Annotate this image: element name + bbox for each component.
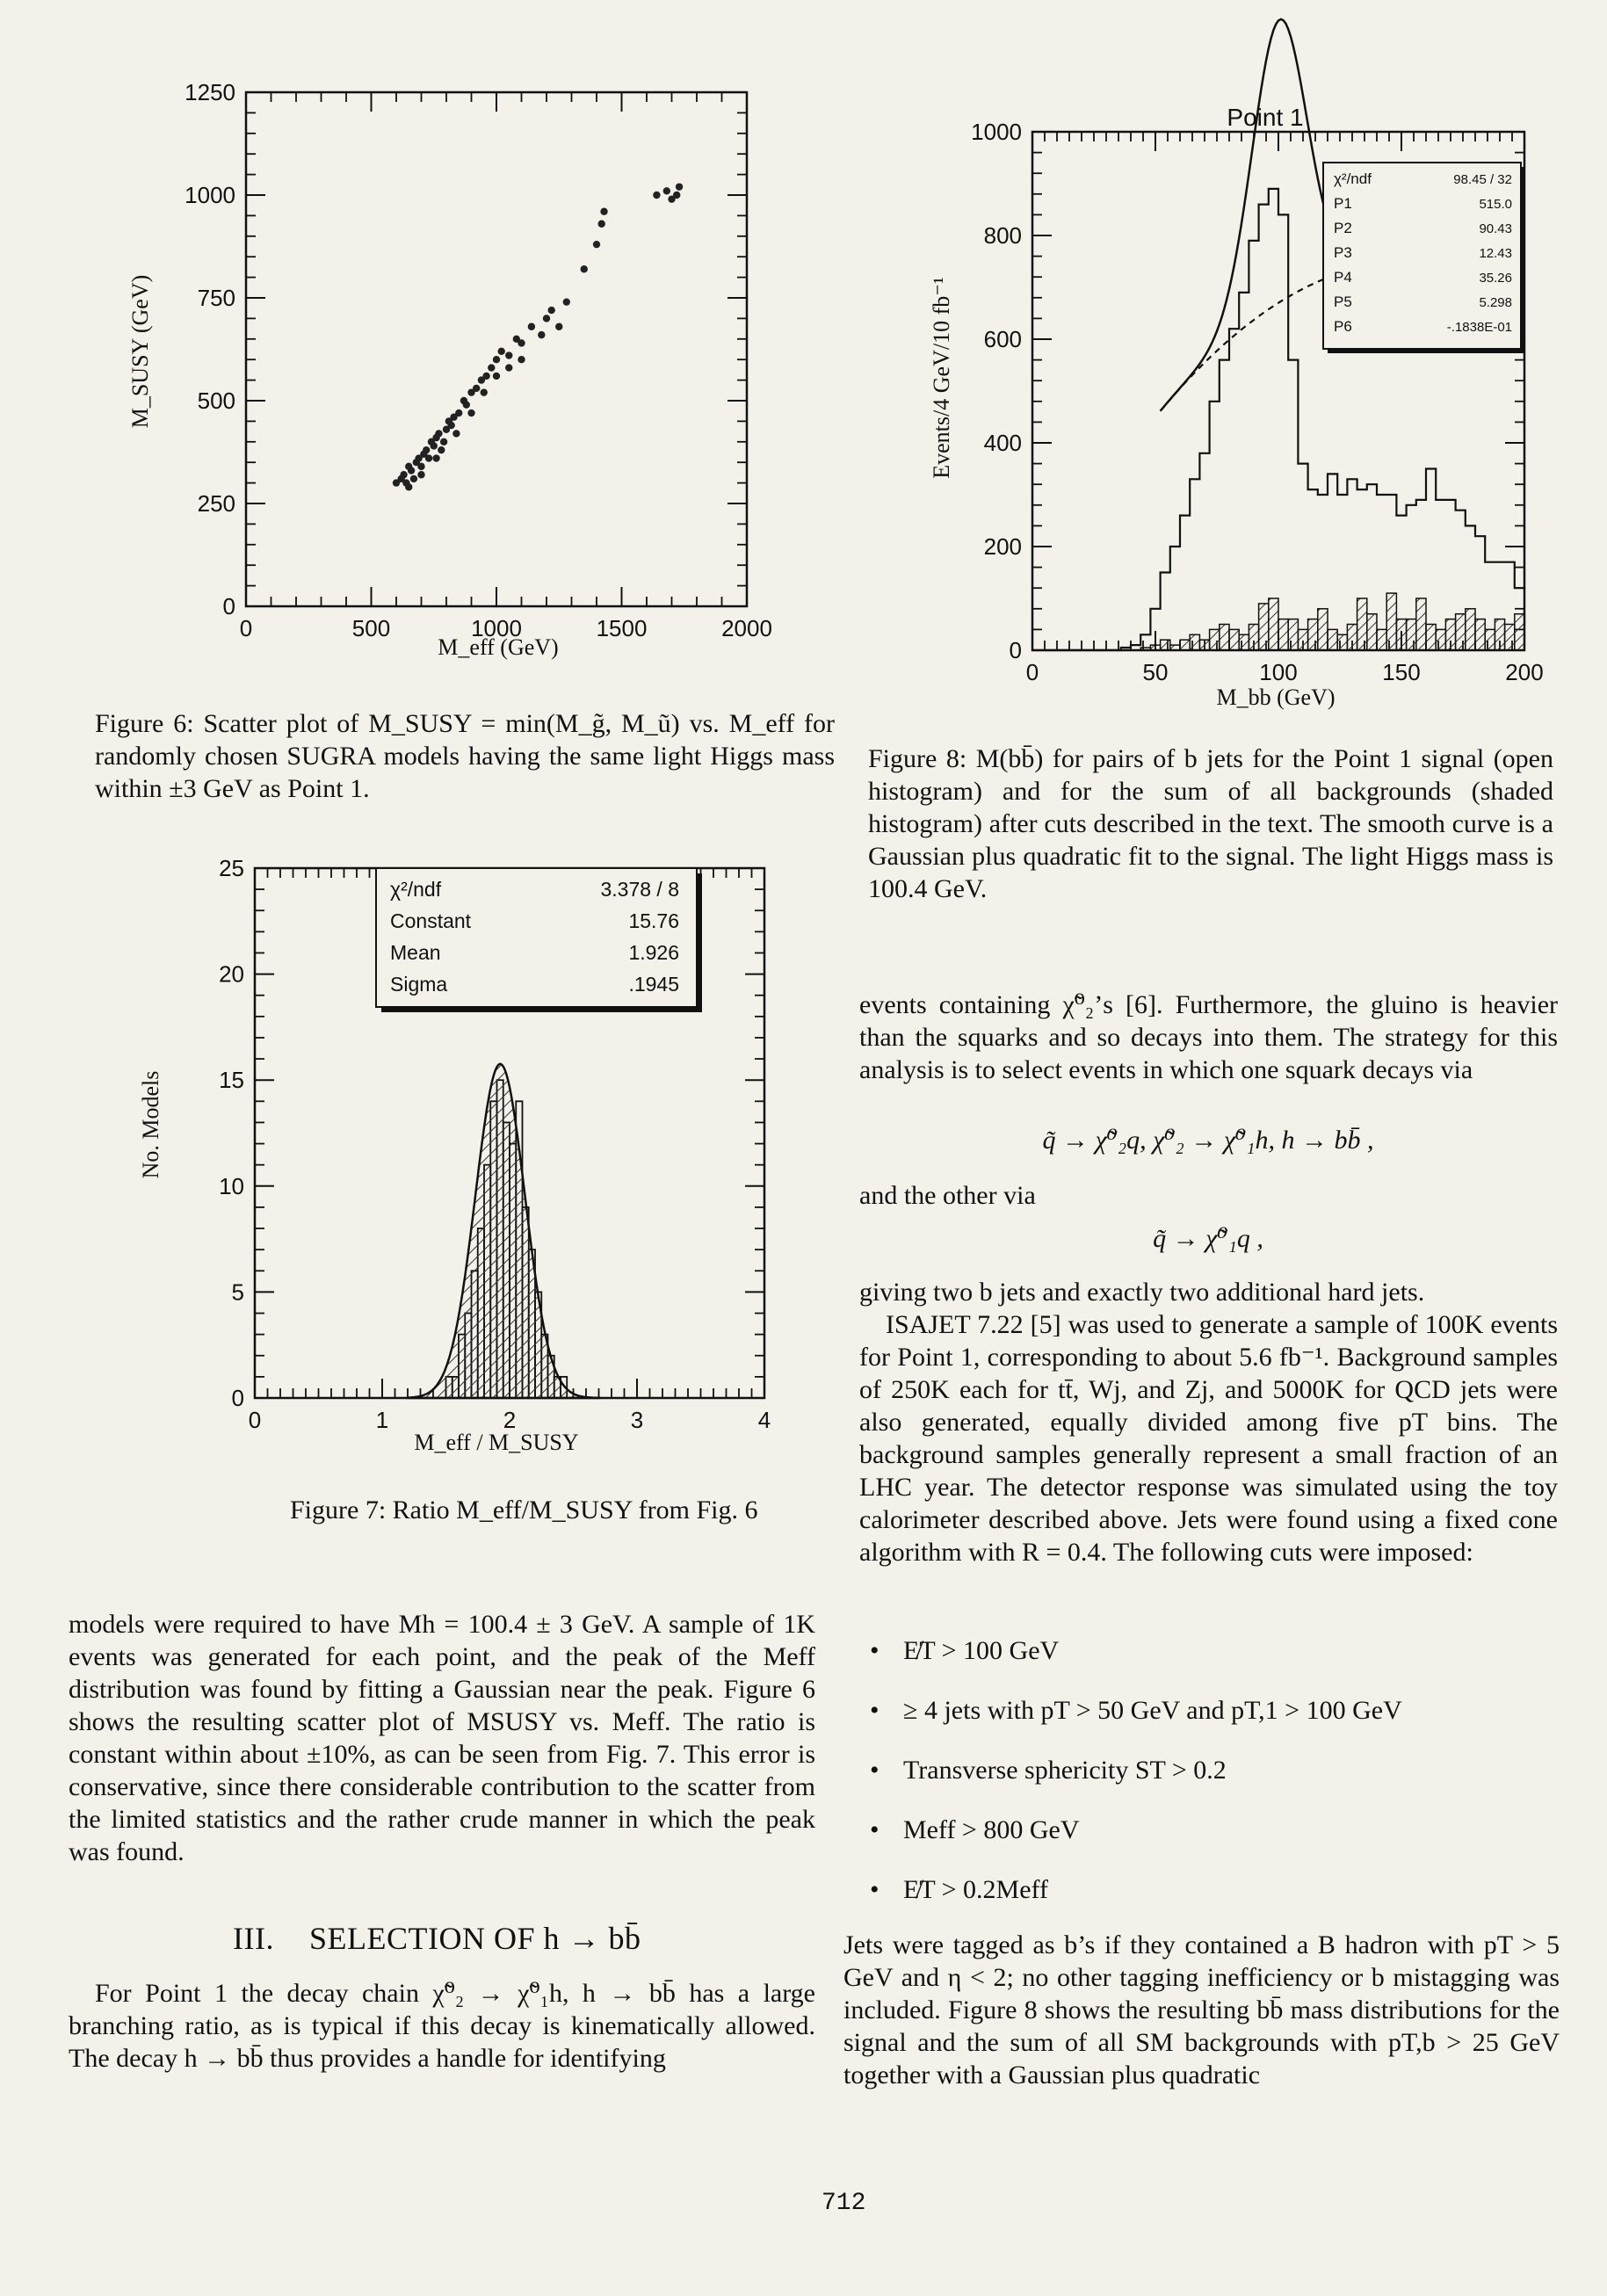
scatter-point xyxy=(518,339,525,346)
stats-label: P4 xyxy=(1334,269,1352,286)
y-tick-label: 400 xyxy=(983,430,1022,456)
x-tick-label: 0 xyxy=(248,1407,262,1433)
scatter-point xyxy=(438,446,445,453)
figure-8-caption: Figure 8: M(bb̄) for pairs of b jets for the Point 1 signal (open histogram) and for the sum of all backgrounds (shaded histogram) after cuts described in the text. The smooth curve is a Gaussian plus quadratic fit to the signal. The light Higgs mass is 100.4 GeV. xyxy=(868,744,1553,903)
scatter-point xyxy=(673,192,680,199)
scatter-point xyxy=(663,187,670,194)
y-tick-label: 1000 xyxy=(185,182,235,208)
scatter-point xyxy=(425,454,432,461)
scatter-point xyxy=(431,442,438,449)
cut-item: • E̸T > 100 GeV xyxy=(870,1634,1555,1667)
background-bin xyxy=(1347,625,1357,651)
x-tick-label: 500 xyxy=(351,615,391,641)
background-bin xyxy=(1161,640,1170,650)
figure-6-xlabel: M_eff (GeV) xyxy=(438,634,559,660)
background-bin xyxy=(1278,619,1288,650)
scatter-point xyxy=(543,315,550,322)
background-bin xyxy=(1505,625,1515,651)
background-bin xyxy=(1318,609,1328,650)
stats-value: .1945 xyxy=(628,973,679,996)
scatter-point xyxy=(593,241,600,248)
y-tick-label: 1000 xyxy=(971,119,1022,145)
background-bin xyxy=(1386,593,1396,650)
background-bin xyxy=(1199,640,1209,650)
stats-label: Mean xyxy=(390,941,441,964)
figure-6-caption: Figure 6: Scatter plot of M_SUSY = min(M_g̃, M_ũ) vs. M_eff for randomly chosen SUGRA models having the same light Higgs mass within ±3 GeV as Point 1. xyxy=(95,709,835,803)
figure-7-caption: Figure 7: Ratio M_eff/M_SUSY from Fig. 6 xyxy=(290,1496,758,1525)
x-tick-label: 3 xyxy=(630,1407,644,1433)
background-bin xyxy=(1239,634,1249,650)
stats-label: P2 xyxy=(1334,220,1352,236)
plot-frame xyxy=(246,92,747,606)
background-bin xyxy=(1220,625,1229,651)
background-bin xyxy=(1298,629,1307,650)
cut-item: • Meff > 800 GeV xyxy=(870,1814,1555,1846)
background-bin xyxy=(1495,619,1504,650)
y-tick-label: 200 xyxy=(983,533,1022,560)
stats-value: 15.76 xyxy=(628,909,679,932)
y-tick-label: 750 xyxy=(197,285,235,311)
background-bin xyxy=(1416,598,1426,650)
background-bin xyxy=(1515,614,1524,650)
y-tick-label: 0 xyxy=(222,593,235,619)
background-bin xyxy=(1269,598,1278,650)
scatter-point xyxy=(555,323,562,330)
x-tick-label: 150 xyxy=(1382,659,1421,685)
stats-label: P6 xyxy=(1334,318,1352,335)
scatter-point xyxy=(481,388,488,395)
cut-item: • ≥ 4 jets with pT > 50 GeV and pT,1 > 100 GeV xyxy=(870,1694,1555,1727)
background-bin xyxy=(1249,625,1258,651)
stats-value: 90.43 xyxy=(1479,221,1512,236)
y-tick-label: 20 xyxy=(219,960,244,988)
background-bin xyxy=(1466,609,1475,650)
y-tick-label: 250 xyxy=(197,490,235,517)
scatter-point xyxy=(405,483,412,490)
paragraph-models-required: models were required to have Mh = 100.4 ± 3 GeV. A sample of 1K events was generated for each point, and the peak of the Meff distribution was found by fitting a Gaussian near the peak. Figure 6 shows the resulting scatter plot of MSUSY vs. Meff. The ratio is constant within about ±10%, as can be seen from Fig. 7. This error is conservative, since there considerable contribution to the scatter from the limited statistics and the rather crude manner in which the peak was found. xyxy=(69,1610,815,1866)
scatter-point xyxy=(440,438,447,445)
background-bin xyxy=(1456,614,1466,650)
scatter-point xyxy=(548,307,555,314)
stats-label: χ²/ndf xyxy=(390,878,442,901)
scatter-point xyxy=(417,463,424,470)
scatter-point xyxy=(505,364,512,371)
background-bin xyxy=(1308,619,1318,650)
scatter-point xyxy=(676,183,683,190)
stats-label: Constant xyxy=(390,909,472,932)
background-bin xyxy=(1190,634,1199,650)
background-bin xyxy=(1426,625,1436,651)
background-bin xyxy=(1288,619,1298,650)
background-bin xyxy=(1170,645,1180,650)
stats-value: 35.26 xyxy=(1479,271,1512,286)
stats-value: 5.298 xyxy=(1479,295,1512,310)
scatter-point xyxy=(482,373,489,380)
background-bin xyxy=(1180,640,1190,650)
y-tick-label: 5 xyxy=(231,1278,244,1306)
figure-7-xlabel: M_eff / M_SUSY xyxy=(414,1430,579,1455)
scatter-point xyxy=(448,422,455,429)
background-bin xyxy=(1328,629,1337,650)
text-giving: giving two b jets and exactly two additional hard jets. xyxy=(859,1278,1425,1307)
stats-value: 1.926 xyxy=(628,941,679,964)
figure-6-scatter-plot xyxy=(127,79,782,677)
scatter-point xyxy=(563,298,570,305)
scatter-point xyxy=(417,471,424,478)
x-tick-label: 2000 xyxy=(721,615,772,641)
scatter-point xyxy=(488,364,495,371)
background-bin xyxy=(1140,648,1150,650)
background-bin xyxy=(1436,629,1445,650)
paragraph-events-containing: events containing χ̃⁰₂’s [6]. Furthermore, the gluino is heavier than the squarks and so decays into them. The strategy for this analysis is to select events in which one squark decays via xyxy=(859,990,1558,1084)
scatter-point xyxy=(538,331,545,338)
scatter-point xyxy=(463,401,470,408)
scatter-point xyxy=(600,208,607,215)
figure-8-ylabel: Events/4 GeV/10 fb⁻¹ xyxy=(929,277,954,479)
background-bin xyxy=(1367,614,1377,650)
stats-value: 12.43 xyxy=(1479,246,1512,261)
stats-value: -.1838E-01 xyxy=(1446,320,1512,335)
stats-label: P1 xyxy=(1334,195,1352,212)
scatter-point xyxy=(452,430,460,437)
scatter-point xyxy=(435,430,442,437)
stats-value: 515.0 xyxy=(1479,197,1512,212)
scatter-point xyxy=(598,221,605,228)
y-tick-label: 800 xyxy=(983,222,1022,249)
stats-value: 3.378 / 8 xyxy=(600,878,679,901)
figure-7-histogram xyxy=(138,844,782,1476)
equation-squark-decay-1: q̃ → χ̃⁰₂q, χ̃⁰₂ → χ̃⁰₁h, h → bb̄ , xyxy=(1042,1126,1374,1155)
background-bin xyxy=(1357,598,1367,650)
figure-8-title: Point 1 xyxy=(1227,104,1304,131)
scatter-point xyxy=(493,356,500,363)
scatter-point xyxy=(408,467,415,474)
y-tick-label: 600 xyxy=(983,326,1022,352)
cuts-list xyxy=(870,1634,1555,1933)
figure-8-xlabel: M_bb (GeV) xyxy=(1216,684,1336,710)
scatter-point xyxy=(467,409,474,416)
cut-item: • E̸T > 0.2Meff xyxy=(870,1873,1555,1906)
stats-value: 98.45 / 32 xyxy=(1453,172,1512,187)
background-bin xyxy=(1445,619,1455,650)
figure-7-ylabel: No. Models xyxy=(138,1070,163,1179)
x-tick-label: 50 xyxy=(1142,659,1169,685)
scatter-point xyxy=(493,373,500,380)
background-bin xyxy=(1377,629,1386,650)
page-number: 712 xyxy=(822,2190,866,2217)
background-bin xyxy=(1150,645,1160,650)
y-tick-label: 1250 xyxy=(185,79,235,105)
scatter-point xyxy=(410,475,417,482)
x-tick-label: 1 xyxy=(375,1407,389,1433)
scatter-point xyxy=(455,409,462,416)
background-bin xyxy=(1259,604,1269,650)
section-title: SELECTION OF h → bb̄ xyxy=(308,1921,641,1956)
scatter-point xyxy=(653,192,660,199)
cut-item: • Transverse sphericity ST > 0.2 xyxy=(870,1754,1555,1786)
equation-squark-decay-2: q̃ → χ̃⁰₁q , xyxy=(1153,1224,1263,1253)
x-tick-label: 1000 xyxy=(471,615,522,641)
scatter-point xyxy=(498,348,505,355)
y-tick-label: 25 xyxy=(219,855,244,881)
stats-label: Sigma xyxy=(390,973,448,996)
paragraph-isajet: ISAJET 7.22 [5] was used to generate a sample of 100K events for Point 1, corresponding to about 5.6 fb⁻¹. Background samples of 250K each for tt̄, Wj, and Zj, and 5000K for QCD jets were also generated, equally divided among five pT bins. The background samples generally represent a small fraction of an LHC year. The detector response was simulated using the toy calorimeter described above. Jets were found using a fixed cone algorithm with R = 0.4. The following cuts were imposed: xyxy=(859,1310,1558,1567)
scatter-point xyxy=(528,323,535,330)
scatter-point xyxy=(432,454,439,461)
background-bin xyxy=(1396,619,1406,650)
x-tick-label: 2 xyxy=(503,1407,517,1433)
scatter-point xyxy=(423,446,430,453)
scatter-point xyxy=(400,471,407,478)
paragraph-jets-tagged: Jets were tagged as b’s if they contained a B hadron with pT > 5 GeV and η < 2; no other tagging inefficiency or b mistagging was included. Figure 8 shows the resulting bb̄ mass distributions for the signal and the sum of all SM backgrounds with pT,b > 25 GeV together with a Gaussian plus quadratic xyxy=(843,1930,1560,2090)
stats-label: χ²/ndf xyxy=(1334,170,1372,187)
section-heading xyxy=(233,1920,641,1957)
x-tick-label: 0 xyxy=(1025,659,1039,685)
y-tick-label: 0 xyxy=(1009,637,1022,663)
y-tick-label: 15 xyxy=(219,1067,244,1094)
stats-label: P3 xyxy=(1334,244,1352,261)
scatter-point xyxy=(473,385,480,392)
background-bin xyxy=(1337,634,1347,650)
x-tick-label: 0 xyxy=(239,615,253,641)
paragraph-point1-decay: For Point 1 the decay chain χ̃⁰₂ → χ̃⁰₁h, h → bb̄ has a large branching ratio, as is typical if this decay is kinematically allowed. The decay h → bb̄ thus provides a handle for identifying xyxy=(69,1979,815,2073)
scatter-point xyxy=(505,351,512,359)
background-bin xyxy=(1485,629,1495,650)
x-tick-label: 200 xyxy=(1505,659,1544,685)
figure-8-histogram xyxy=(929,92,1544,725)
background-bin xyxy=(1210,629,1220,650)
background-bin xyxy=(1229,629,1239,650)
x-tick-label: 100 xyxy=(1259,659,1298,685)
background-bin xyxy=(1407,619,1416,650)
x-tick-label: 4 xyxy=(757,1407,771,1433)
section-number: III. xyxy=(233,1921,274,1956)
stats-label: P5 xyxy=(1334,293,1352,310)
y-tick-label: 500 xyxy=(197,387,235,414)
scatter-point xyxy=(518,356,525,363)
figure-7-gaussian-fit xyxy=(408,1064,599,1398)
y-tick-label: 10 xyxy=(219,1172,244,1199)
y-tick-label: 0 xyxy=(231,1385,244,1411)
background-bin xyxy=(1475,619,1485,650)
x-tick-label: 1500 xyxy=(596,615,648,641)
text-and-other-via: and the other via xyxy=(859,1181,1036,1210)
scatter-point xyxy=(581,265,588,272)
figure-6-ylabel: M_SUSY (GeV) xyxy=(127,274,153,429)
